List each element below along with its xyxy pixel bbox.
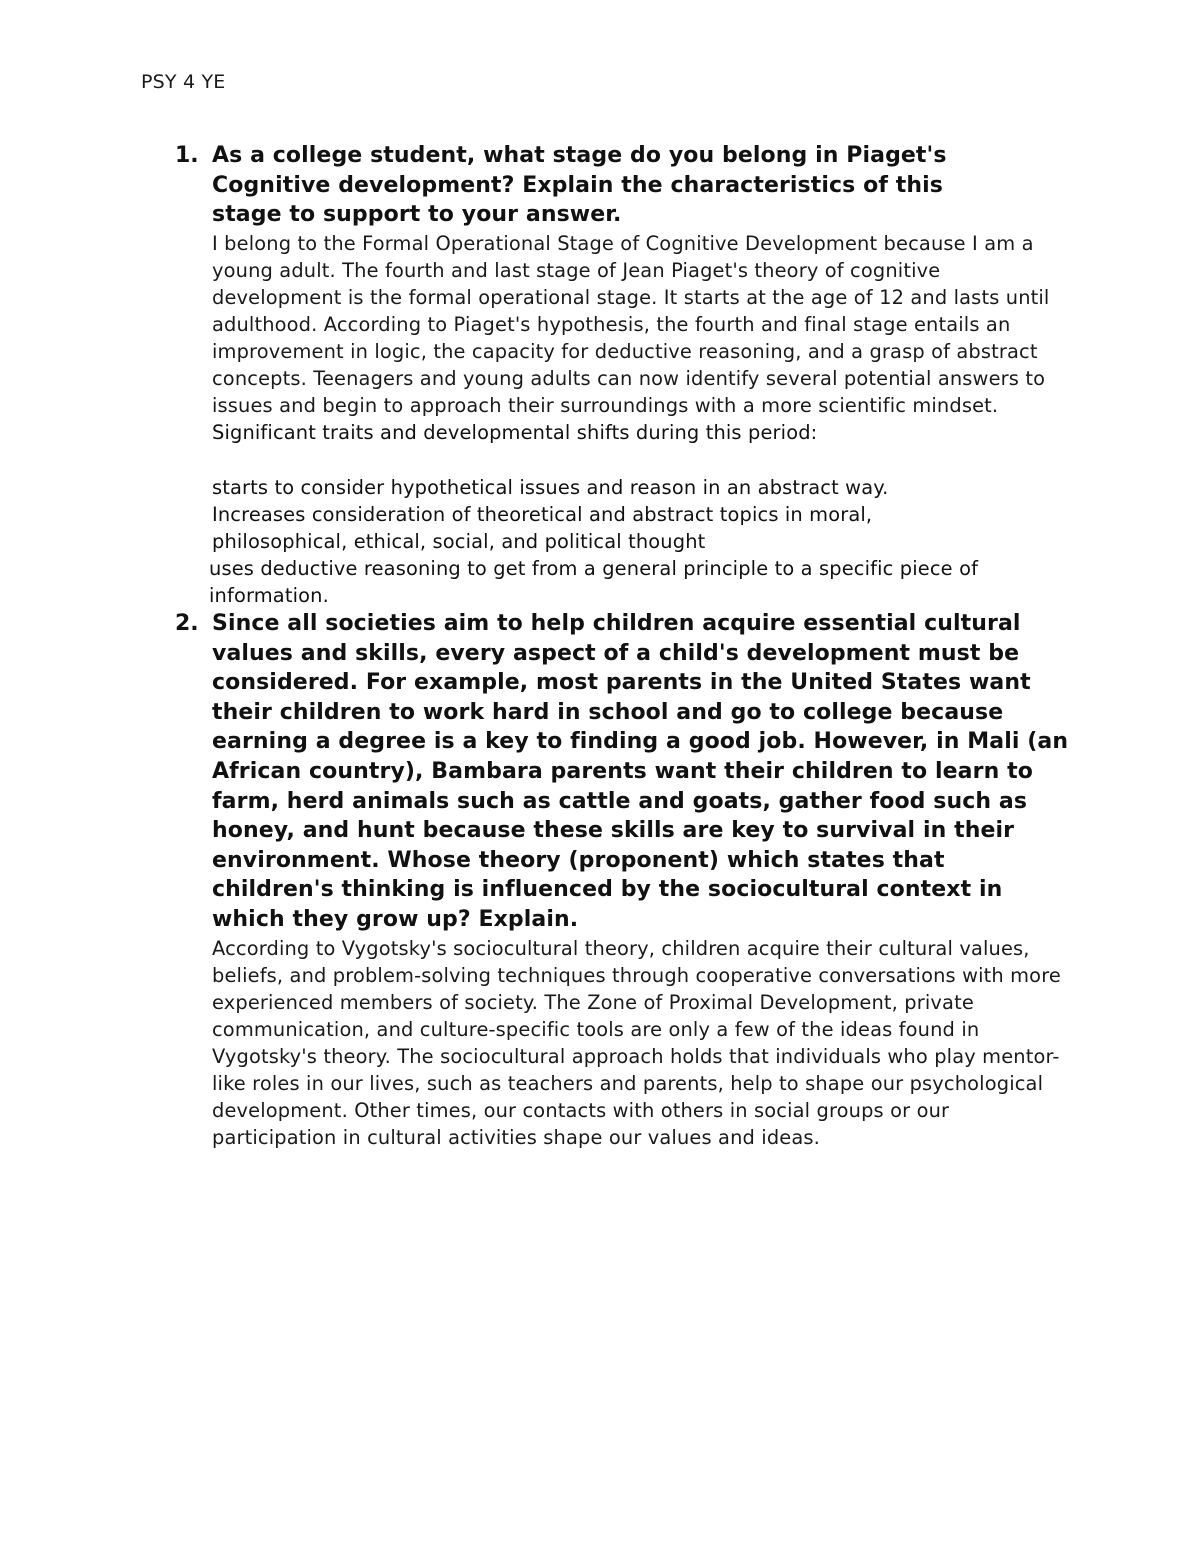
trait-item: uses deductive reasoning to get from a general principle to a specific piece of information. [209,556,979,607]
blank-line [212,447,1075,474]
document-header: PSY 4 YE [141,71,226,93]
trait-item: Increases consideration of theoretical and abstract topics in moral, philosophical, ethical, social, and political thought [212,502,873,553]
question-number: 1. [175,143,199,168]
traits-heading: Significant traits and developmental shifts during this period: [212,421,818,445]
question-item-1 [175,141,1075,609]
question-item-2 [175,609,1075,1151]
answer-paragraph: I belong to the Formal Operational Stage of Cognitive Development because I am a young adult. The fourth and last stage of Jean Piaget's theory of cognitive development is the formal operational stage. It starts at the age of 12 and lasts until adulthood. According to Piaget's hypothesis, the fourth and final stage entails an improvement in logic, the capacity for deductive reasoning, and a grasp of abstract concepts. Teenagers and young adults can now identify several potential answers to issues and begin to approach their surroundings with a more scientific mindset. [212,231,1050,418]
question-text: Since all societies aim to help children acquire essential cultural values and skills, every aspect of a child's development must be considered. For example, most parents in the United States want their children to work hard in school and go to college because earning a degree is a key to finding a good job. However, in Mali (an African country), Bambara parents want their children to learn to farm, herd animals such as cattle and goats, gather food such as honey, and hunt because these skills are key to survival in their environment. Whose theory (proponent) which states that children's thinking is influenced by the sociocultural context in which they grow up? Explain. [212,611,1069,933]
trait-item: starts to consider hypothetical issues and reason in an abstract way. [212,475,889,499]
question-text: As a college student, what stage do you belong in Piaget's Cognitive development? Explain the characteristics of this stage to support to your answer. [212,143,947,228]
question-number: 2. [175,611,199,637]
answer-paragraph: According to Vygotsky's sociocultural theory, children acquire their cultural values, beliefs, and problem-solving techniques through cooperative conversations with more experienced members of society. The Zone of Proximal Development, private communication, and culture-specific tools are only a few of the ideas found in Vygotsky's theory. The sociocultural approach holds that individuals who play mentor-like roles in our lives, such as teachers and parents, help to shape our psychological development. Other times, our contacts with others in social groups or our participation in cultural activities shape our values and ideas. [212,936,1061,1150]
question-list [175,141,1075,1151]
